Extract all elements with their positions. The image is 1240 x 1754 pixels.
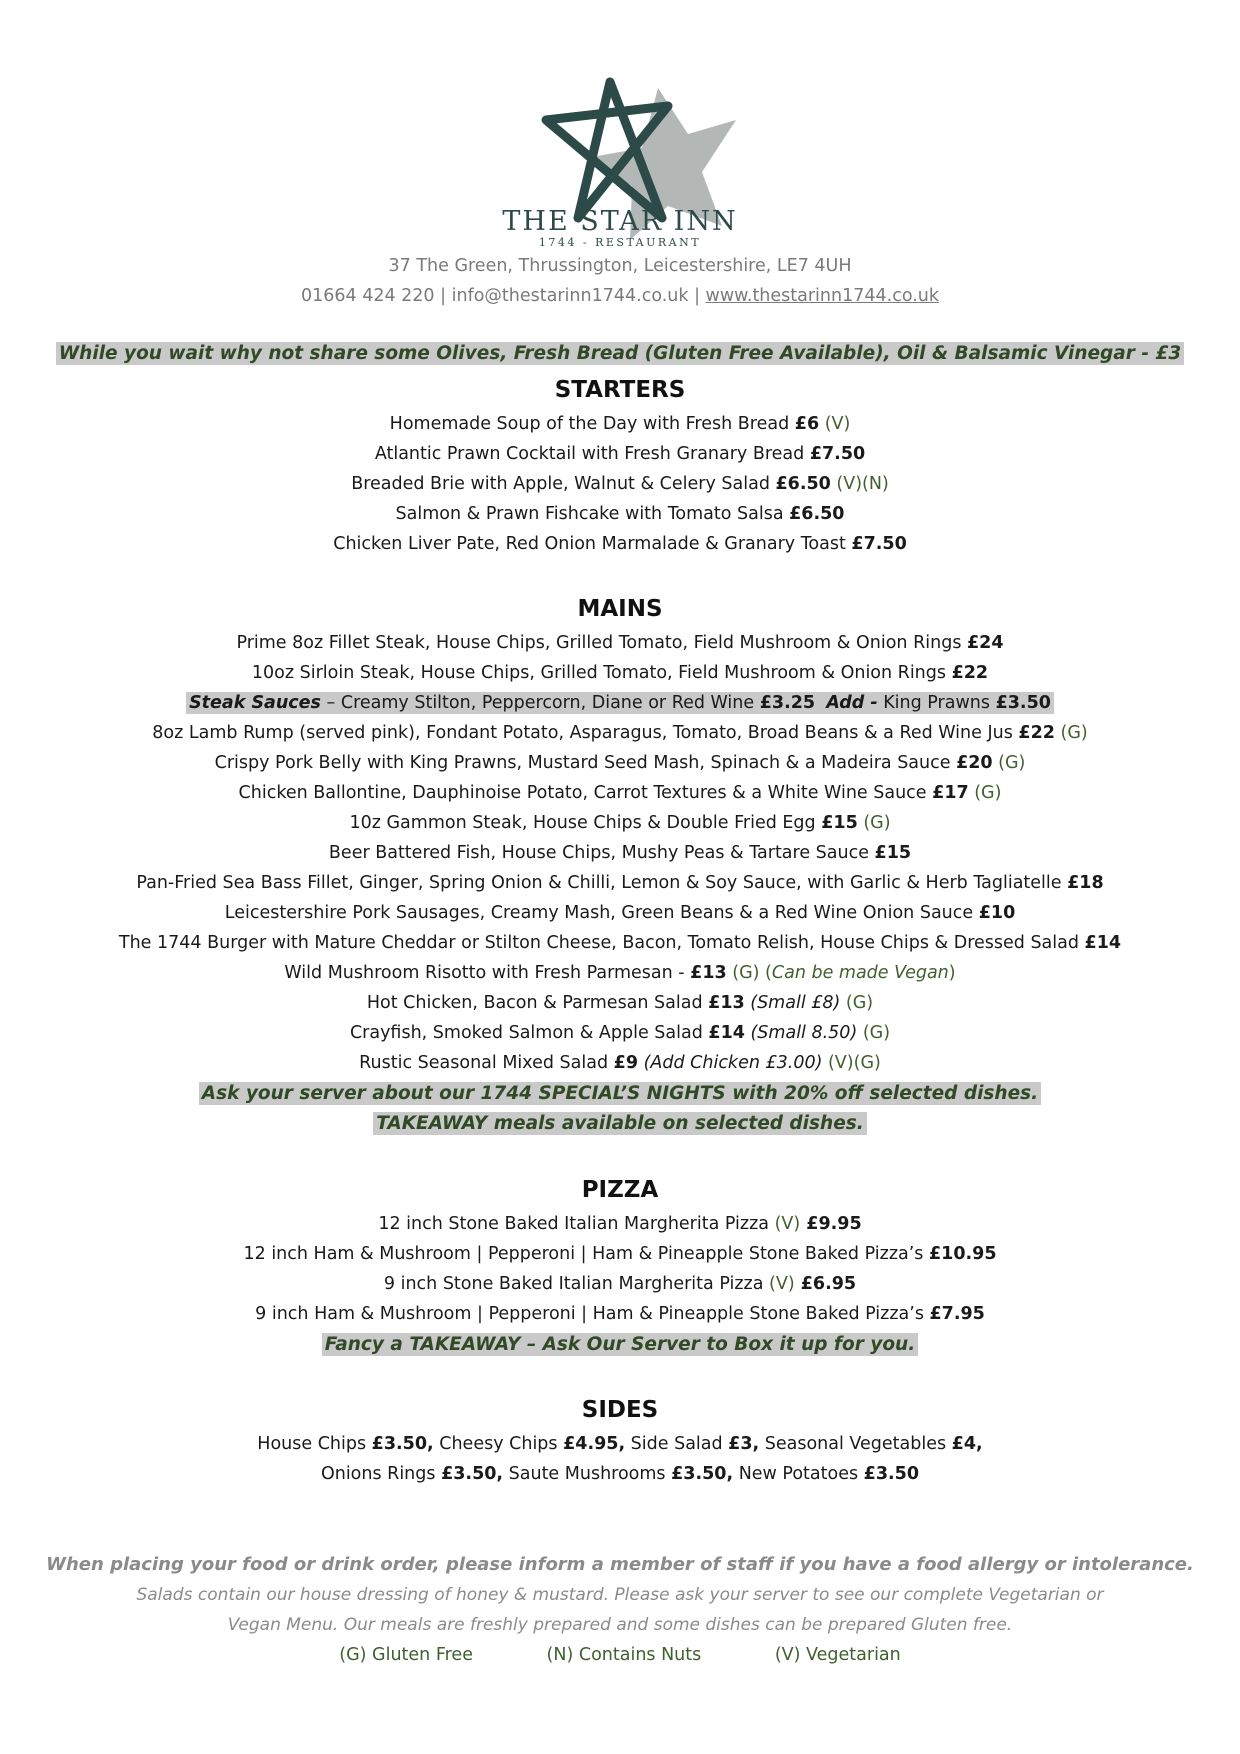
menu-item: Salmon & Prawn Fishcake with Tomato Salsa £6.50 xyxy=(395,504,845,524)
menu-item: 9 inch Ham & Mushroom | Pepperoni | Ham & Pineapple Stone Baked Pizza’s £7.95 xyxy=(255,1304,985,1324)
menu-item: Crayfish, Smoked Salmon & Apple Salad £14 (Small 8.50) (G) xyxy=(349,1023,891,1043)
pizza-heading: PIZZA xyxy=(581,1177,659,1203)
specials-promo: Ask your server about our 1744 SPECIAL’S NIGHTS with 20% off selected dishes. xyxy=(0,1083,1240,1104)
contact-line xyxy=(0,286,1240,306)
steak-sauces-line: Steak Sauces – Creamy Stilton, Peppercorn, Diane or Red Wine £3.25 Add - King Prawns £3.50 xyxy=(0,693,1240,713)
menu-item: Leicestershire Pork Sausages, Creamy Mash, Green Beans & a Red Wine Onion Sauce £10 xyxy=(224,903,1016,923)
menu-item: Wild Mushroom Risotto with Fresh Parmesan - £13 (G) (Can be made Vegan) xyxy=(284,963,956,983)
legend-nuts: (N) Contains Nuts xyxy=(546,1645,702,1665)
menu-item: Prime 8oz Fillet Steak, House Chips, Grilled Tomato, Field Mushroom & Onion Rings £24 xyxy=(236,633,1004,653)
menu-item: 8oz Lamb Rump (served pink), Fondant Potato, Asparagus, Tomato, Broad Beans & a Red Wine Jus £22 (G) xyxy=(152,723,1088,743)
phone: 01664 424 220 xyxy=(300,286,435,306)
menu-item: 9 inch Stone Baked Italian Margherita Pizza (V) £6.95 xyxy=(383,1274,857,1294)
sides-line: Onions Rings £3.50, Saute Mushrooms £3.50, New Potatoes £3.50 xyxy=(320,1464,920,1484)
menu-item: Rustic Seasonal Mixed Salad £9 (Add Chicken £3.00) (V)(G) xyxy=(359,1053,881,1073)
allergy-notice: When placing your food or drink order, please inform a member of staff if you have a food allergy or intolerance. xyxy=(46,1554,1194,1575)
address: 37 The Green, Thrussington, Leicestershire, LE7 4UH xyxy=(388,256,852,276)
menu-item: Homemade Soup of the Day with Fresh Bread £6 (V) xyxy=(389,414,851,434)
intro-line xyxy=(0,343,1240,364)
menu-item: Beer Battered Fish, House Chips, Mushy Peas & Tartare Sauce £15 xyxy=(328,843,912,863)
menu-item: 12 inch Stone Baked Italian Margherita Pizza (V) £9.95 xyxy=(378,1214,862,1234)
pizza-takeaway-promo: Fancy a TAKEAWAY – Ask Our Server to Box it up for you. xyxy=(0,1334,1240,1355)
sides-line: House Chips £3.50, Cheesy Chips £4.95, Side Salad £3, Seasonal Vegetables £4, xyxy=(257,1434,983,1454)
brand-name: THE STAR INN xyxy=(502,206,738,237)
diet-legend xyxy=(0,1645,1240,1665)
separator: | xyxy=(434,286,452,306)
legend-vegetarian: (V) Vegetarian xyxy=(774,1645,901,1665)
menu-item: Crispy Pork Belly with King Prawns, Mustard Seed Mash, Spinach & a Madeira Sauce £20 (G) xyxy=(214,753,1026,773)
menu-item: Chicken Liver Pate, Red Onion Marmalade & Granary Toast £7.50 xyxy=(333,534,907,554)
menu-item: 10oz Sirloin Steak, House Chips, Grilled Tomato, Field Mushroom & Onion Rings £22 xyxy=(251,663,989,683)
separator: | xyxy=(688,286,706,306)
salad-notice-2: Vegan Menu. Our meals are freshly prepared and some dishes can be prepared Gluten free. xyxy=(227,1615,1013,1635)
sides-heading: SIDES xyxy=(581,1397,659,1423)
starters-heading: STARTERS xyxy=(554,377,686,403)
menu-item: The 1744 Burger with Mature Cheddar or Stilton Cheese, Bacon, Tomato Relish, House Chips & Dressed Salad £14 xyxy=(118,933,1122,953)
menu-item: Breaded Brie with Apple, Walnut & Celery Salad £6.50 (V)(N) xyxy=(351,474,889,494)
intro-text: While you wait why not share some Olives, Fresh Bread (Gluten Free Available), Oil & Balsamic Vinegar - £3 xyxy=(56,342,1184,365)
legend-gluten-free: (G) Gluten Free xyxy=(339,1645,473,1665)
menu-item: Chicken Ballontine, Dauphinoise Potato, Carrot Textures & a White Wine Sauce £17 (G) xyxy=(238,783,1002,803)
menu-item: 12 inch Ham & Mushroom | Pepperoni | Ham & Pineapple Stone Baked Pizza’s £10.95 xyxy=(243,1244,997,1264)
menu-item: Pan-Fried Sea Bass Fillet, Ginger, Spring Onion & Chilli, Lemon & Soy Sauce, with Garlic & Herb Tagliatelle £18 xyxy=(136,873,1104,893)
menu-item: Hot Chicken, Bacon & Parmesan Salad £13 (Small £8) (G) xyxy=(366,993,874,1013)
menu-item: 10z Gammon Steak, House Chips & Double Fried Egg £15 (G) xyxy=(349,813,891,833)
brand-subtitle: 1744 - RESTAURANT xyxy=(538,236,702,249)
website-link[interactable]: www.thestarinn1744.co.uk xyxy=(705,286,940,306)
takeaway-promo: TAKEAWAY meals available on selected dishes. xyxy=(0,1113,1240,1134)
menu-item: Atlantic Prawn Cocktail with Fresh Granary Bread £7.50 xyxy=(374,444,866,464)
salad-notice: Salads contain our house dressing of honey & mustard. Please ask your server to see our complete Vegetarian or xyxy=(136,1585,1104,1605)
email: info@thestarinn1744.co.uk xyxy=(451,286,689,306)
mains-heading: MAINS xyxy=(577,596,663,622)
